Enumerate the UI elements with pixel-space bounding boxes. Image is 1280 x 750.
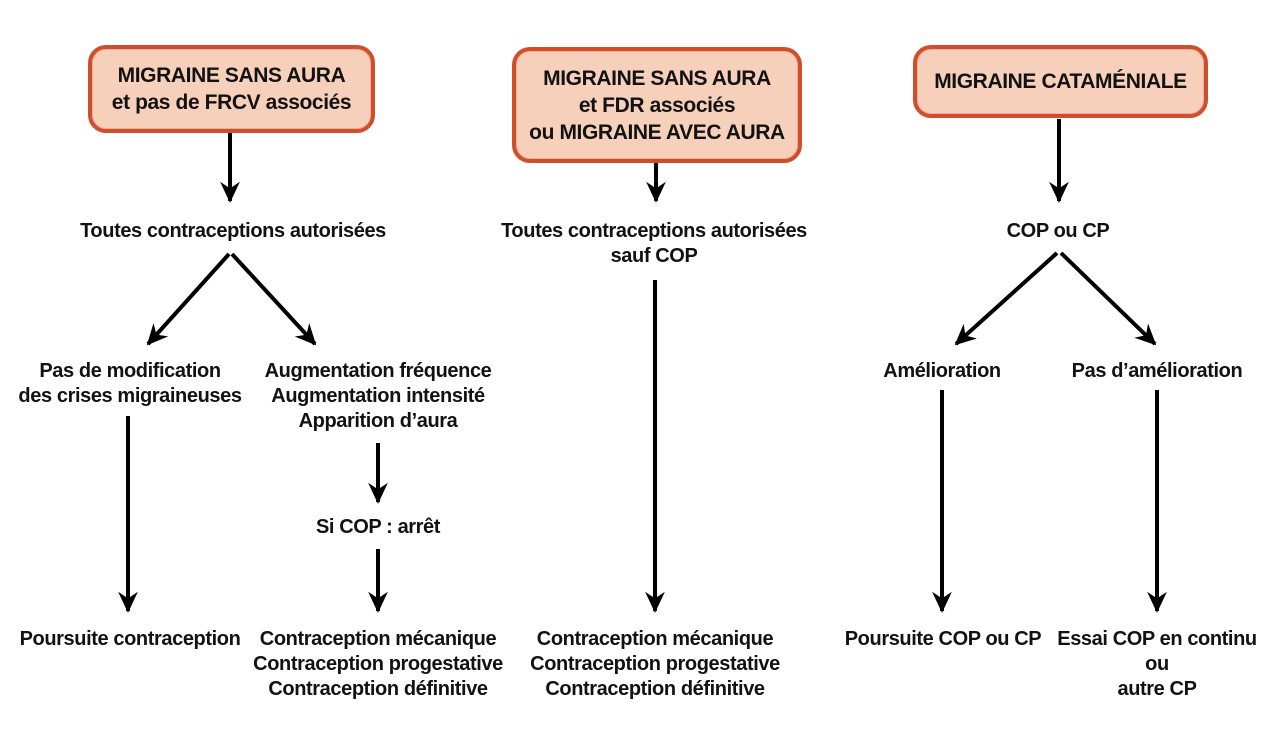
intermediate-line: Si COP : arrêt bbox=[315, 516, 441, 538]
decision-box-migraine-catameniale bbox=[913, 45, 1208, 118]
branch-line: Augmentation intensité bbox=[271, 385, 485, 407]
branch-label-pas-de-modification bbox=[18, 359, 241, 409]
decision-box-line: MIGRAINE SANS AURA bbox=[117, 64, 346, 87]
arrow-col1-split-right bbox=[232, 254, 315, 344]
outcome-label-poursuite-cop-ou-cp bbox=[845, 627, 1042, 652]
arrow-col1-split-left bbox=[148, 254, 229, 344]
decision-box-line: et pas de FRCV associés bbox=[111, 91, 352, 114]
outcome-line: Contraception mécanique bbox=[259, 628, 497, 650]
outcome-line: Contraception définitive bbox=[545, 678, 765, 700]
outcome-line: Contraception définitive bbox=[268, 678, 488, 700]
branch-line: Pas de modification bbox=[39, 360, 221, 382]
outcome-line: Contraception mécanique bbox=[536, 628, 774, 650]
branch-label-pas-d-amelioration bbox=[1072, 359, 1243, 384]
decision-box-migraine-fdr-ou-avec-aura bbox=[512, 47, 802, 163]
decision-box-line: MIGRAINE CATAMÉNIALE bbox=[934, 70, 1187, 93]
arrow-col3-split-right bbox=[1061, 253, 1155, 344]
branch-label-augmentation bbox=[265, 359, 492, 434]
step-label-cop-ou-cp bbox=[1007, 219, 1110, 244]
arrow-col3-split-left bbox=[956, 253, 1057, 344]
step-label-toutes-contraceptions bbox=[80, 219, 386, 244]
step-line: Toutes contraceptions autorisées bbox=[501, 220, 807, 242]
outcome-label-poursuite-contraception bbox=[20, 627, 241, 652]
step-line: Toutes contraceptions autorisées bbox=[80, 220, 386, 242]
outcome-line: Poursuite COP ou CP bbox=[844, 628, 1042, 650]
outcome-label-essai-cop-continu bbox=[1057, 627, 1256, 702]
outcome-line: Essai COP en continu bbox=[1057, 628, 1257, 650]
outcome-line: autre CP bbox=[1117, 678, 1197, 700]
branch-line: Pas d’amélioration bbox=[1071, 360, 1243, 382]
branch-line: Augmentation fréquence bbox=[264, 360, 492, 382]
outcome-label-contraceptions-alternatives-col2 bbox=[530, 627, 780, 702]
branch-label-amelioration bbox=[883, 359, 1000, 384]
decision-box-line: ou MIGRAINE AVEC AURA bbox=[529, 120, 785, 144]
branch-line: des crises migraineuses bbox=[18, 385, 242, 407]
step-line: sauf COP bbox=[610, 245, 698, 267]
branch-line: Amélioration bbox=[883, 360, 1001, 382]
outcome-line: Poursuite contraception bbox=[19, 628, 241, 650]
outcome-line: ou bbox=[1145, 653, 1169, 675]
outcome-label-contraceptions-alternatives-col1 bbox=[253, 627, 503, 702]
outcome-line: Contraception progestative bbox=[253, 653, 503, 675]
step-line: COP ou CP bbox=[1006, 220, 1110, 242]
decision-box-line: et FDR associés bbox=[578, 93, 736, 117]
outcome-line: Contraception progestative bbox=[530, 653, 780, 675]
decision-box-migraine-sans-aura-sans-frcv bbox=[88, 45, 375, 133]
decision-box-line: MIGRAINE SANS AURA bbox=[543, 66, 771, 90]
intermediate-label-si-cop-arret bbox=[316, 515, 440, 540]
step-label-toutes-sauf-cop bbox=[501, 219, 807, 269]
branch-line: Apparition d’aura bbox=[298, 410, 458, 432]
